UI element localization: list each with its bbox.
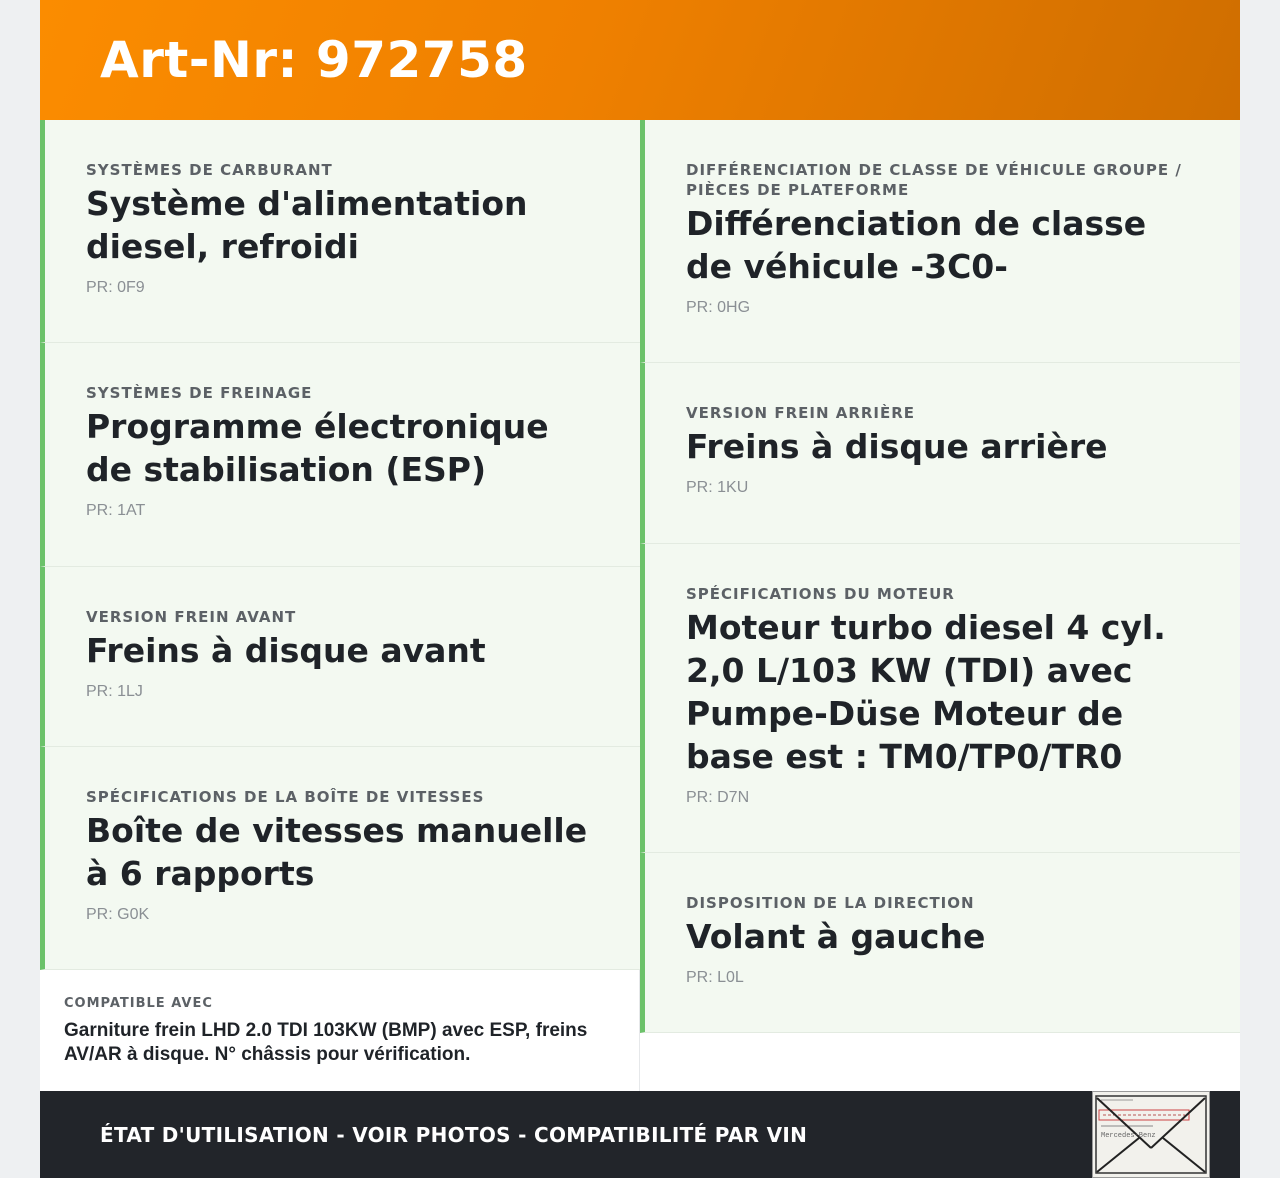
spec-card-vehicle-class	[640, 120, 1240, 363]
page	[40, 0, 1240, 1178]
spec-pr-code: PR: D7N	[686, 789, 750, 806]
vin-label-thumbnail[interactable]	[1092, 1091, 1210, 1178]
spec-value: Freins à disque avant	[86, 631, 486, 670]
spec-value: Système d'alimentation diesel, refroidi	[86, 184, 528, 266]
compatibility-box	[40, 970, 640, 1091]
spec-pr-code: PR: 0F9	[86, 279, 145, 296]
spec-card-front-brake	[40, 567, 640, 747]
spec-value: Moteur turbo diesel 4 cyl. 2,0 L/103 KW (TDI) avec Pumpe-Düse Moteur de base est : TM0/TP0/TR0	[686, 608, 1166, 776]
spec-pr-code: PR: G0K	[86, 906, 150, 923]
spec-pr-code: PR: 1AT	[86, 502, 146, 519]
spec-card-gearbox	[40, 747, 640, 970]
compatibility-text: Garniture frein LHD 2.0 TDI 103KW (BMP) avec ESP, freins AV/AR à disque. N° châssis pour vérification.	[64, 1020, 588, 1065]
header-banner	[40, 0, 1240, 120]
spec-pr-code: PR: 0HG	[686, 299, 751, 316]
spec-pr-code: PR: 1KU	[686, 479, 749, 496]
spec-category: SYSTÈMES DE FREINAGE	[86, 384, 313, 402]
spec-value: Freins à disque arrière	[686, 427, 1108, 466]
article-number-title: Art-Nr: 972758	[100, 31, 528, 89]
footer-text: ÉTAT D'UTILISATION - VOIR PHOTOS - COMPATIBILITÉ PAR VIN	[100, 1122, 808, 1147]
spec-card-fuel-system	[40, 120, 640, 343]
spec-category: SPÉCIFICATIONS DE LA BOÎTE DE VITESSES	[86, 788, 485, 806]
spec-card-rear-brake	[640, 363, 1240, 544]
spec-category: SPÉCIFICATIONS DU MOTEUR	[686, 585, 955, 603]
spec-pr-code: PR: L0L	[686, 969, 744, 986]
spec-value: Programme électronique de stabilisation (ESP)	[86, 407, 549, 489]
spec-value: Volant à gauche	[686, 917, 986, 956]
left-column	[40, 120, 640, 970]
vin-plate-image	[1093, 1092, 1209, 1177]
spec-card-steering	[640, 853, 1240, 1033]
compatibility-label: COMPATIBLE AVEC	[64, 996, 213, 1011]
spec-category: VERSION FREIN ARRIÈRE	[686, 404, 916, 422]
spec-category: VERSION FREIN AVANT	[86, 608, 297, 626]
spec-value: Différenciation de classe de véhicule -3C0-	[686, 204, 1147, 286]
spec-card-braking-system	[40, 343, 640, 567]
spec-category: SYSTÈMES DE CARBURANT	[86, 161, 333, 179]
spec-value: Boîte de vitesses manuelle à 6 rapports	[86, 811, 588, 893]
spec-category: DISPOSITION DE LA DIRECTION	[686, 894, 975, 912]
footer-banner	[40, 1091, 1240, 1178]
spec-pr-code: PR: 1LJ	[86, 683, 143, 700]
spec-card-engine	[640, 544, 1240, 853]
spec-category: DIFFÉRENCIATION DE CLASSE DE VÉHICULE GROUPE / PIÈCES DE PLATEFORME	[686, 161, 1182, 199]
thumbnail-caption: Mercedes-Benz	[1101, 1132, 1156, 1140]
right-column	[640, 120, 1240, 1033]
